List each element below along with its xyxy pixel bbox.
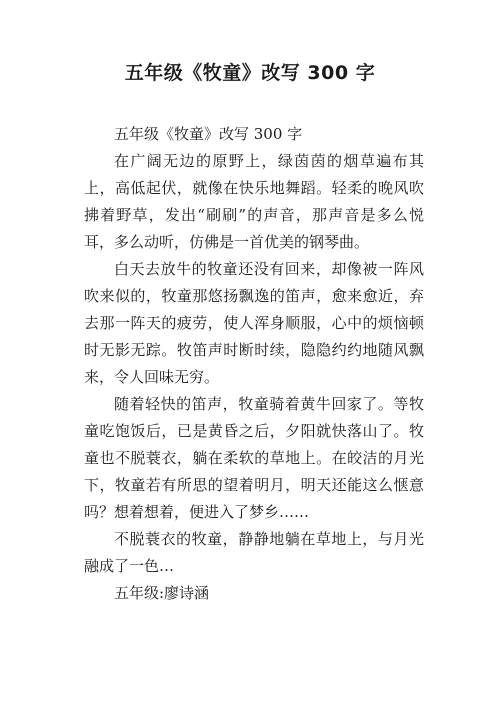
paragraph-3: 随着轻快的笛声，牧童骑着黄牛回家了。等牧童吃饱饭后，已是黄昏之后，夕阳就快落山了。牧童也不脱蓑衣，躺在柔软的草地上。在皎洁的月光下，牧童若有所思的望着明月，明天还能这么惬意吗？想着想着，便进入了梦乡…… <box>84 395 424 521</box>
paragraph-4: 不脱蓑衣的牧童，静静地躺在草地上，与月光融成了一色… <box>84 530 424 575</box>
paragraph-subtitle: 五年级《牧童》改写 300 字 <box>114 125 303 143</box>
author-line: 五年级:廖诗涵 <box>114 584 210 602</box>
paragraph-2: 白天去放牛的牧童还没有回来，却像被一阵风吹来似的，牧童那悠扬飘逸的笛声，愈来愈近，弃去那一阵天的疲劳，使人浑身顺服，心中的烦恼顿时无影无踪。牧笛声时断时续，隐隐约约地随风飘来，令人回味无穷。 <box>84 260 424 386</box>
paragraph-1: 在广阔无边的原野上，绿茵茵的烟草遍布其上，高低起伏，就像在快乐地舞蹈。轻柔的晚风吹拂着野草，发出“刷刷”的声音，那声音是多么悦耳，多么动听，仿佛是一首优美的钢琴曲。 <box>84 152 424 251</box>
document-body <box>84 121 424 607</box>
document-title: 五年级《牧童》改写 300 字 <box>124 62 376 84</box>
